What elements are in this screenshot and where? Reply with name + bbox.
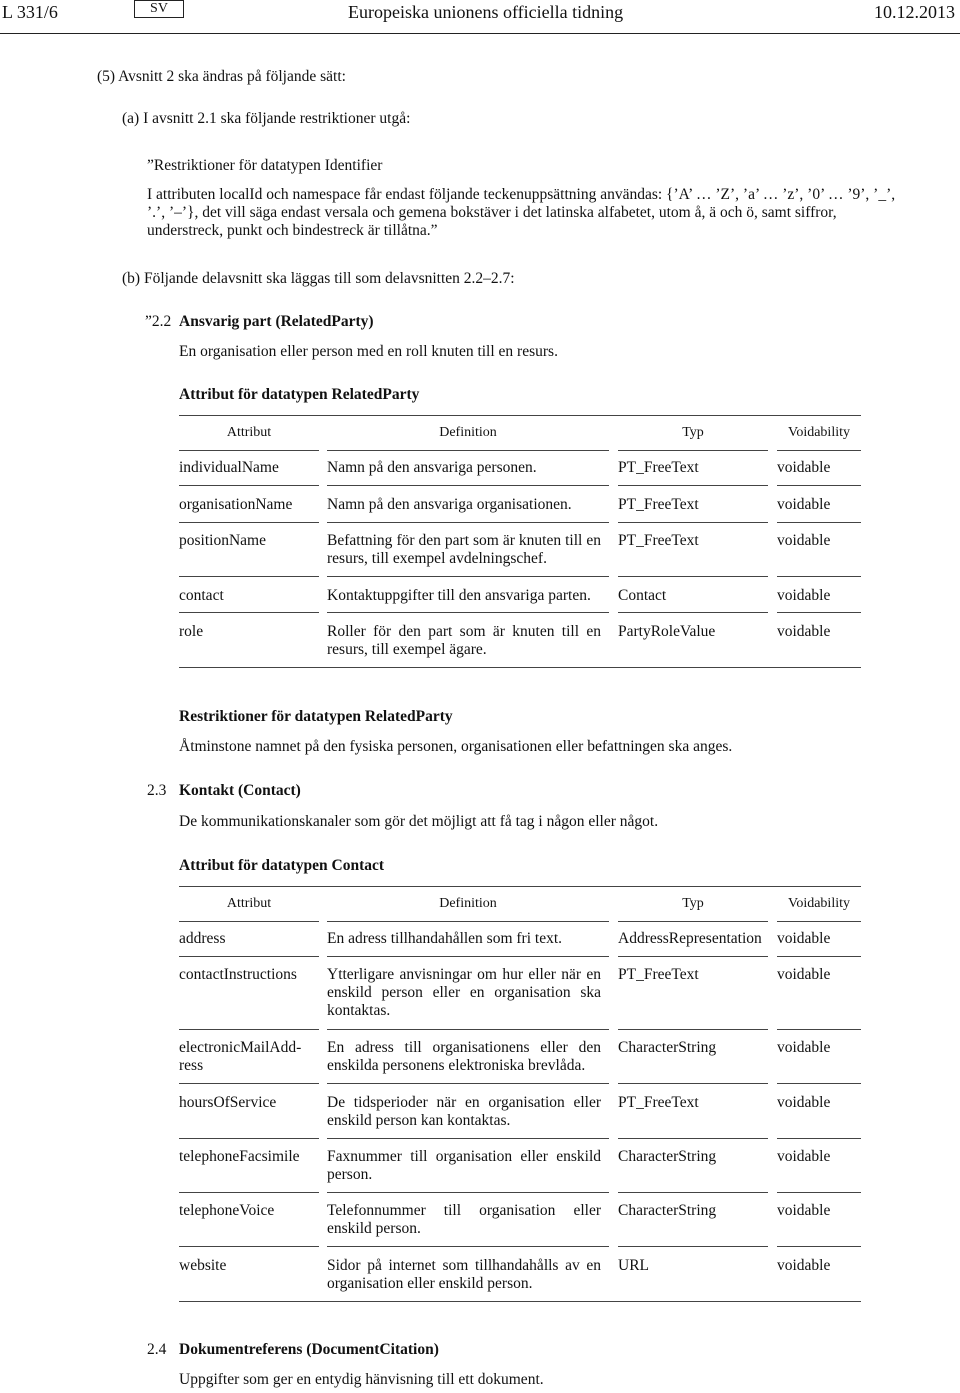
cell-definition: Sidor på internet som tillhandahålls av en organisation eller enskild person.	[327, 1257, 601, 1292]
col-header-voidability: Voidability	[788, 896, 850, 911]
cell-voidability: voidable	[777, 1094, 831, 1111]
cell-voidability: voidable	[777, 459, 831, 476]
col-header-voidability: Voidability	[788, 425, 850, 440]
cell-type: PT_FreeText	[618, 966, 699, 983]
cell-definition: En adress tillhandahållen som fri text.	[327, 930, 563, 947]
cell-type: CharacterString	[618, 1039, 717, 1056]
cell-voidability: voidable	[777, 587, 831, 604]
cell-attribute: contact	[179, 587, 224, 604]
cell-voidability: voidable	[777, 1148, 831, 1165]
cell-attribute: positionName	[179, 532, 266, 549]
cell-definition: Roller för den part som är knuten till en resurs, till exempel ägare.	[327, 623, 601, 658]
col-header-typ: Typ	[682, 425, 704, 440]
cell-type: PT_FreeText	[618, 459, 699, 476]
restriction-related-party-text: Åtminstone namnet på den fysiska personen, organisationen eller befattningen ska anges.	[179, 738, 733, 755]
cell-attribute: telephoneVoice	[179, 1202, 275, 1219]
cell-definition: Befattning för den part som är knuten till en resurs, till exempel avdelningschef.	[327, 532, 601, 567]
page-reference: L 331/6	[2, 2, 58, 22]
cell-attribute: organisationName	[179, 496, 293, 513]
cell-definition: Faxnummer till organisation eller enskild person.	[327, 1148, 601, 1183]
section-2-2-title: Ansvarig part (RelatedParty)	[179, 313, 374, 330]
cell-definition: De tidsperioder när en organisation eller enskild person kan kontaktas.	[327, 1094, 601, 1129]
item-5: (5) Avsnitt 2 ska ändras på följande sätt:	[97, 68, 346, 85]
cell-type: AddressRepresentation	[618, 930, 762, 947]
cell-voidability: voidable	[777, 1202, 831, 1219]
cell-attribute: website	[179, 1257, 227, 1274]
cell-definition: Ytterligare anvisningar om hur eller när en enskild person eller en organisation ska kontaktas.	[327, 966, 601, 1019]
cell-definition: Kontaktuppgifter till den ansvariga parten.	[327, 587, 591, 604]
language-badge: SV	[134, 0, 184, 18]
section-2-3-description: De kommunikationskanaler som gör det möjligt att få tag i någon eller något.	[179, 813, 659, 830]
cell-type: Contact	[618, 587, 667, 604]
restriction-related-party-title: Restriktioner för datatypen RelatedParty	[179, 708, 453, 725]
section-2-4-title: Dokumentreferens (DocumentCitation)	[179, 1341, 439, 1358]
cell-voidability: voidable	[777, 930, 831, 947]
cell-type: PT_FreeText	[618, 496, 699, 513]
publication-date: 10.12.2013	[874, 2, 955, 22]
journal-title: Europeiska unionens officiella tidning	[348, 2, 624, 22]
cell-type: URL	[618, 1257, 649, 1274]
section-2-4-number: 2.4	[147, 1341, 167, 1358]
col-header-attribut: Attribut	[226, 896, 272, 911]
cell-type: CharacterString	[618, 1148, 717, 1165]
cell-definition: En adress till organisationens eller den enskilda personens elektroniska brevlåda.	[327, 1039, 601, 1074]
cell-attribute: role	[179, 623, 204, 640]
cell-attribute: hoursOfService	[179, 1094, 277, 1111]
cell-definition: Namn på den ansvariga personen.	[327, 459, 537, 476]
cell-definition: Telefonnummer till organisation eller enskild person.	[327, 1202, 601, 1237]
restriction-identifier-text-3: understreck, punkt och bindestreck är tillåtna.”	[147, 222, 438, 239]
col-header-attribut: Attribut	[226, 425, 272, 440]
cell-voidability: voidable	[777, 966, 831, 983]
section-2-4-description: Uppgifter som ger en entydig hänvisning till ett dokument.	[179, 1371, 544, 1388]
cell-voidability: voidable	[777, 623, 831, 640]
cell-attribute: address	[179, 930, 226, 947]
section-2-2-description: En organisation eller person med en roll knuten till en resurs.	[179, 343, 558, 360]
cell-type: PT_FreeText	[618, 532, 699, 549]
cell-voidability: voidable	[777, 532, 831, 549]
restriction-identifier-text-1: I attributen localId och namespace får endast följande teckenuppsättning användas: {’A’ … ’Z’, ’a’ … ’z’, ’0’ … ’9’, ’_’,	[147, 186, 896, 203]
cell-attribute: contactInstructions	[179, 966, 297, 983]
restriction-identifier-text-2: ’.’, ’–’}, det vill säga endast versala och gemena bokstäver i det latinska alfabetet, utom å, ä och ö, samt siffror,	[147, 204, 837, 221]
col-header-typ: Typ	[682, 896, 704, 911]
related-party-table-title: Attribut för datatypen RelatedParty	[179, 386, 420, 403]
item-a: (a) I avsnitt 2.1 ska följande restriktioner utgå:	[122, 110, 411, 127]
cell-type: PT_FreeText	[618, 1094, 699, 1111]
cell-attribute: electronicMailAdd-ress	[179, 1039, 302, 1074]
cell-type: PartyRoleValue	[618, 623, 716, 640]
cell-attribute: individualName	[179, 459, 279, 476]
cell-voidability: voidable	[777, 496, 831, 513]
section-2-2-number: ”2.2	[145, 313, 172, 330]
section-2-3-number: 2.3	[147, 782, 167, 799]
col-header-definition: Definition	[439, 896, 497, 911]
cell-type: CharacterString	[618, 1202, 717, 1219]
section-2-3-title: Kontakt (Contact)	[179, 782, 301, 799]
restriction-identifier-title: ”Restriktioner för datatypen Identifier	[147, 157, 383, 174]
header-rule	[0, 33, 960, 34]
contact-table-title: Attribut för datatypen Contact	[179, 857, 385, 874]
cell-voidability: voidable	[777, 1039, 831, 1056]
cell-voidability: voidable	[777, 1257, 831, 1274]
col-header-definition: Definition	[439, 425, 497, 440]
cell-definition: Namn på den ansvariga organisationen.	[327, 496, 572, 513]
item-b: (b) Följande delavsnitt ska läggas till som delavsnitten 2.2–2.7:	[122, 270, 515, 287]
cell-attribute: telephoneFacsimile	[179, 1148, 300, 1165]
